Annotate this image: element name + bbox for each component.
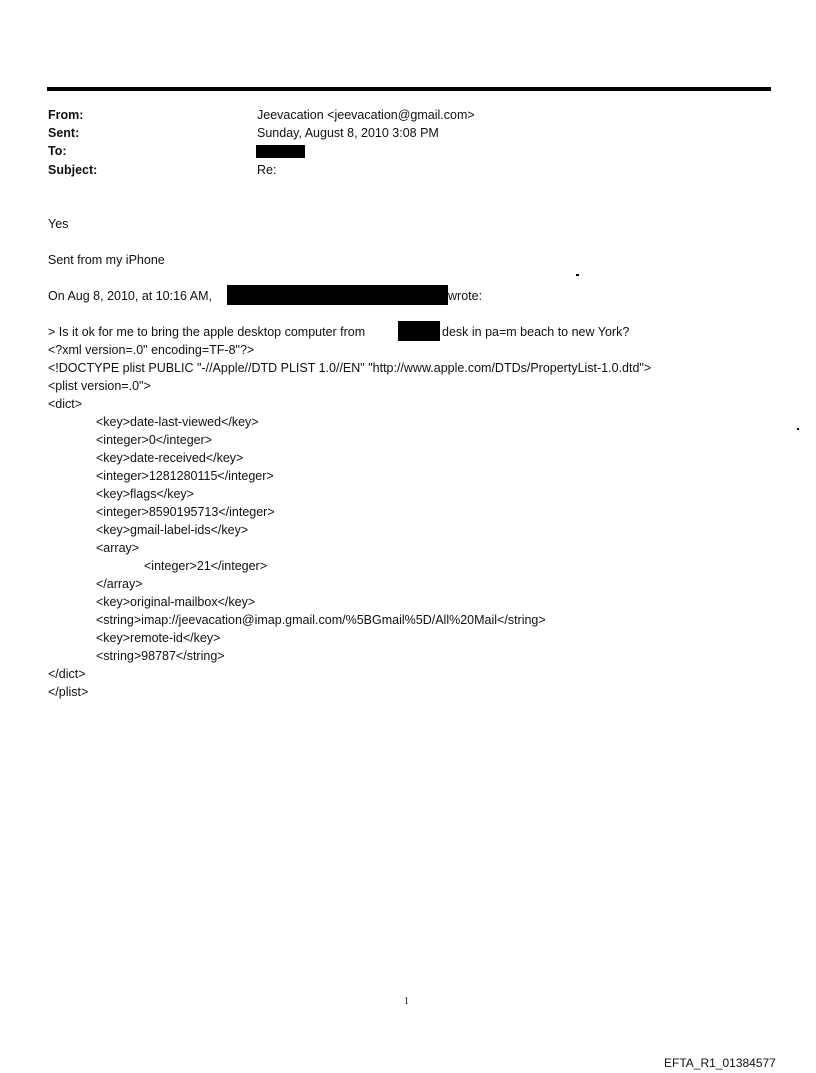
plist-line: <string>98787</string> xyxy=(96,649,225,663)
header-rule xyxy=(47,87,771,91)
plist-line: <integer>0</integer> xyxy=(96,433,213,447)
plist-line: <key>flags</key> xyxy=(96,487,194,501)
sender-redaction xyxy=(227,285,448,305)
plist-line: <key>gmail-label-ids</key> xyxy=(96,523,249,537)
plist-line: <key>date-last-viewed</key> xyxy=(96,415,259,429)
plist-line: </dict> xyxy=(48,667,86,681)
from-label: From: xyxy=(48,108,84,122)
plist-line: <dict> xyxy=(48,397,83,411)
quoted-text-part2: desk in pa=m beach to new York? xyxy=(442,325,630,339)
quote-intro-end: wrote: xyxy=(448,289,483,303)
sent-label: Sent: xyxy=(48,126,80,140)
quoted-text-part1: > Is it ok for me to bring the apple desktop computer from xyxy=(48,325,366,339)
sent-value: Sunday, August 8, 2010 3:08 PM xyxy=(257,126,439,140)
to-label: To: xyxy=(48,144,67,158)
quote-intro-start: On Aug 8, 2010, at 10:16 AM, xyxy=(48,289,213,303)
page-number: 1 xyxy=(404,996,409,1007)
plist-line: <key>remote-id</key> xyxy=(96,631,221,645)
plist-line: </array> xyxy=(96,577,143,591)
plist-line: <integer>21</integer> xyxy=(144,559,268,573)
plist-line: <key>date-received</key> xyxy=(96,451,244,465)
plist-line: <integer>1281280115</integer> xyxy=(96,469,274,483)
signature-text: Sent from my iPhone xyxy=(48,253,165,267)
from-value: Jeevacation <jeevacation@gmail.com> xyxy=(257,108,475,122)
desk-owner-redaction xyxy=(398,321,440,341)
subject-value: Re: xyxy=(257,163,277,177)
subject-label: Subject: xyxy=(48,163,98,177)
scan-speck xyxy=(576,274,579,276)
plist-line: <integer>8590195713</integer> xyxy=(96,505,275,519)
plist-line: <?xml version=.0" encoding=TF-8"?> xyxy=(48,343,255,357)
scan-speck xyxy=(797,428,799,430)
plist-line: <!DOCTYPE plist PUBLIC "-//Apple//DTD PLIST 1.0//EN" "http://www.apple.com/DTDs/PropertyList-1.0.dtd"> xyxy=(48,361,652,375)
plist-line: <plist version=.0"> xyxy=(48,379,151,393)
plist-line: </plist> xyxy=(48,685,89,699)
plist-line: <array> xyxy=(96,541,140,555)
reply-text: Yes xyxy=(48,217,69,231)
plist-line: <key>original-mailbox</key> xyxy=(96,595,256,609)
document-id: EFTA_R1_01384577 xyxy=(664,1056,776,1070)
plist-line: <string>imap://jeevacation@imap.gmail.com/%5BGmail%5D/All%20Mail</string> xyxy=(96,613,546,627)
to-redaction xyxy=(256,145,305,158)
